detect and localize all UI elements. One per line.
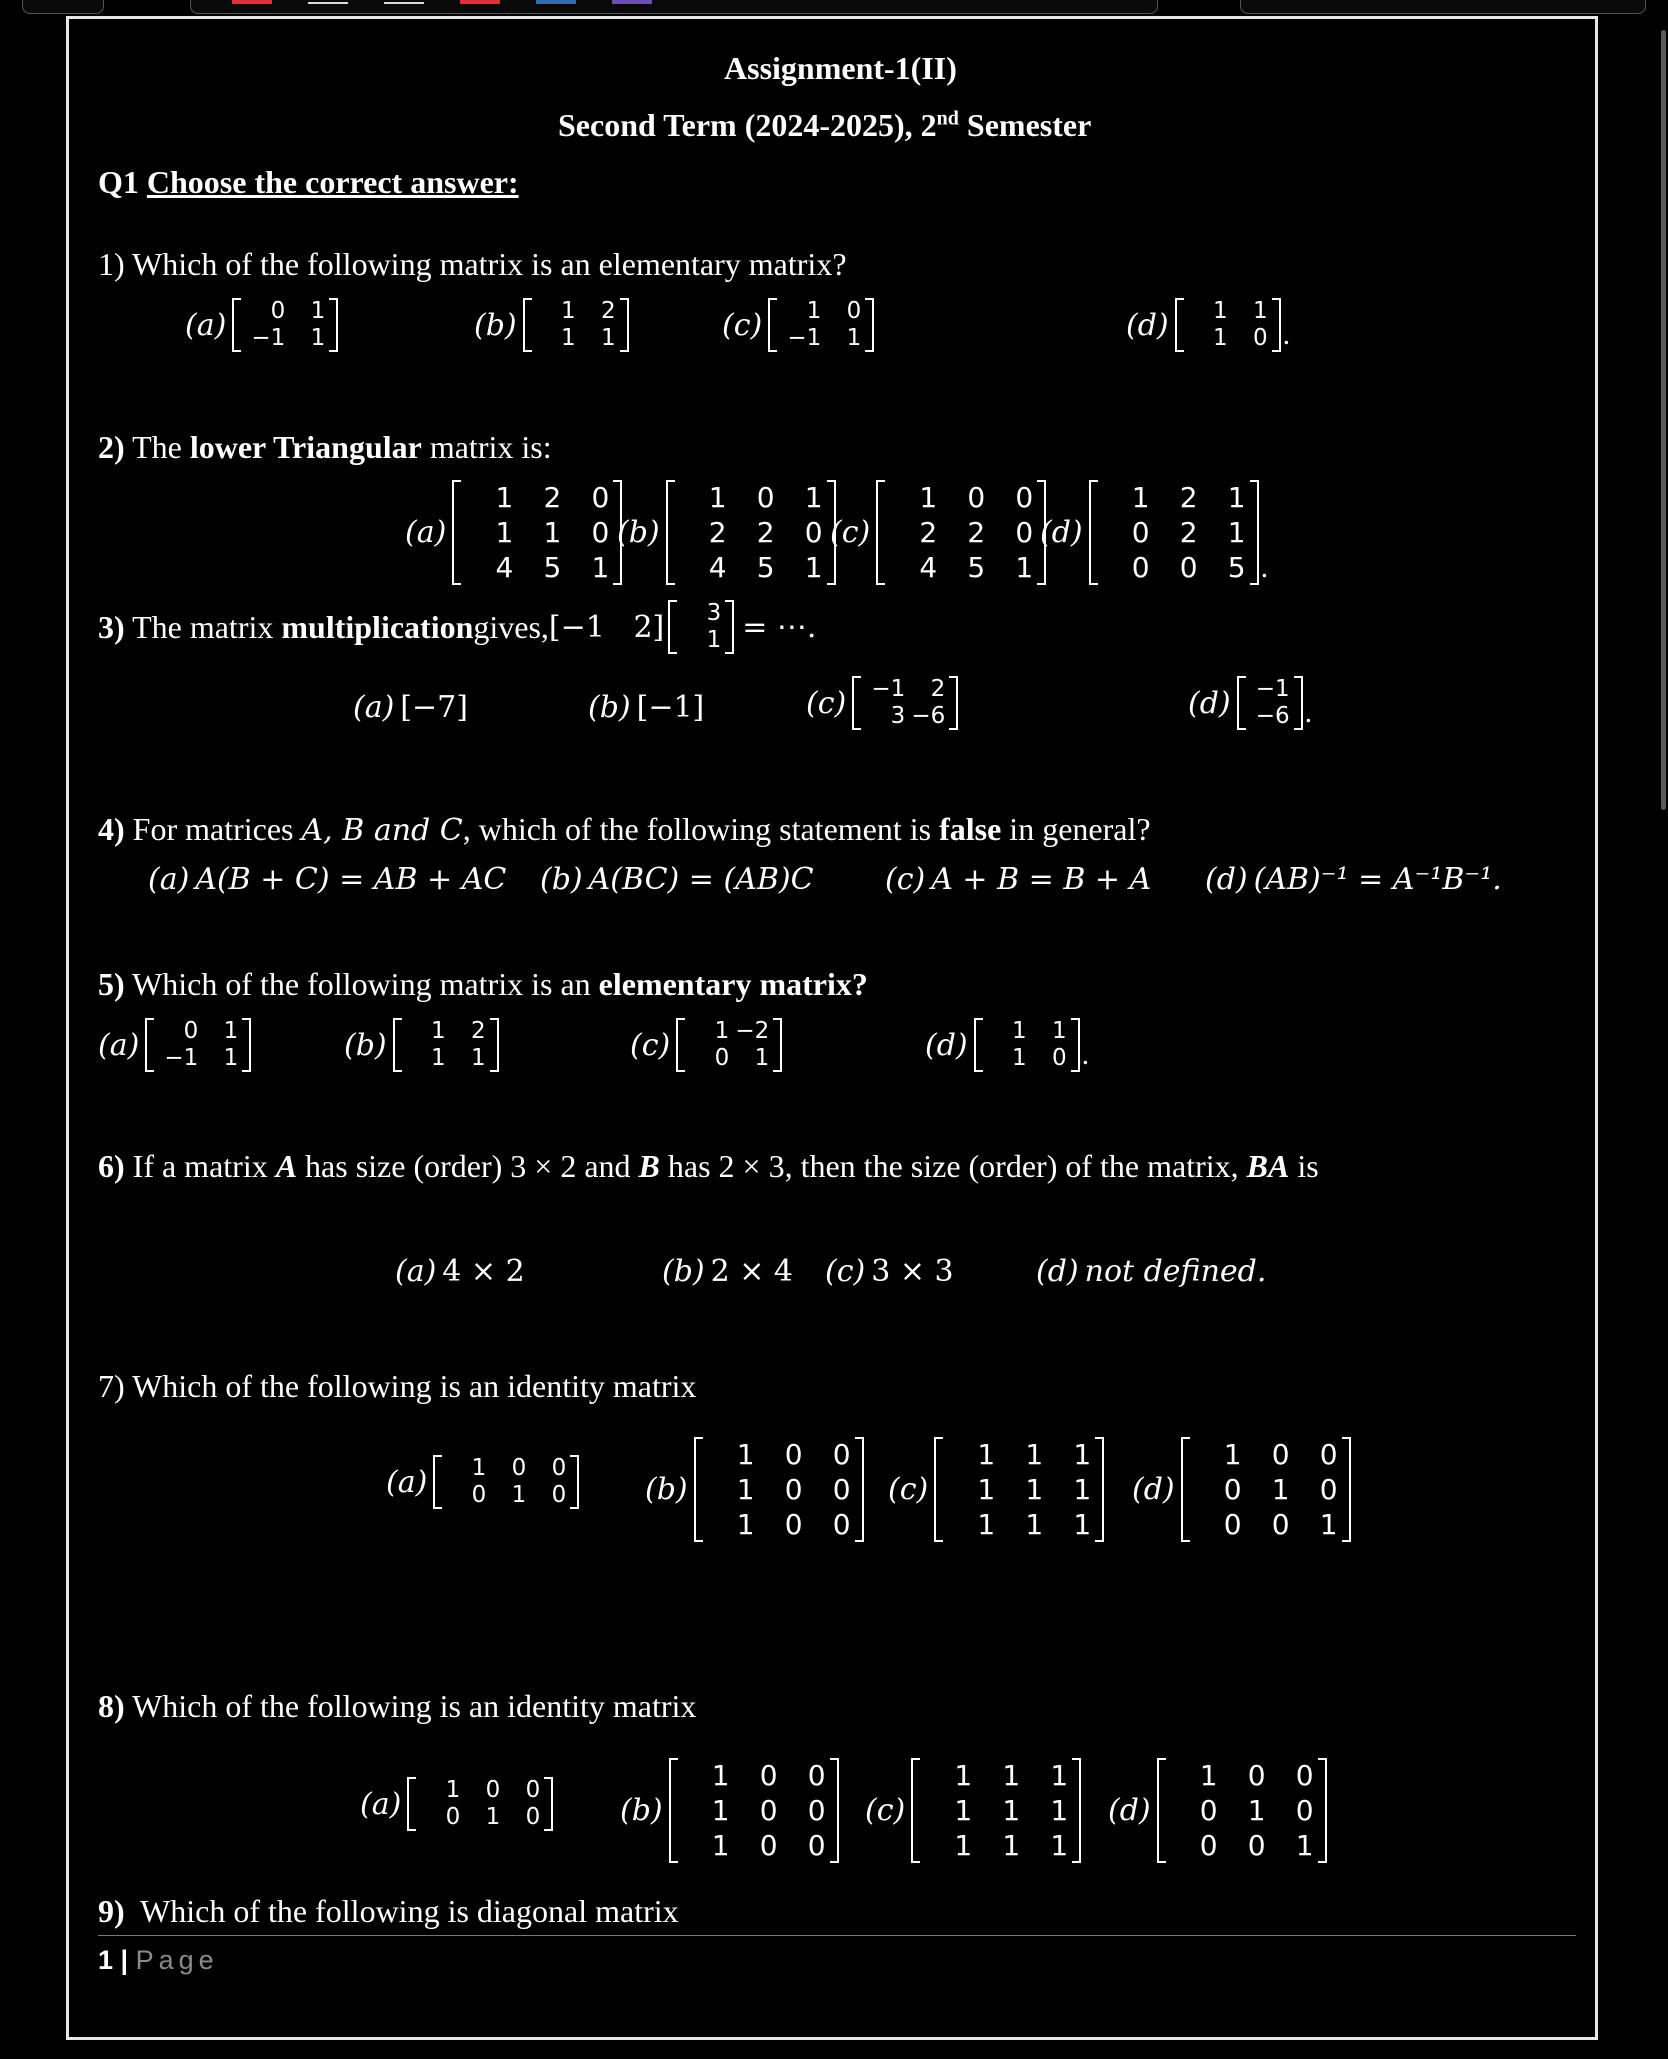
matrix-cell: 1 [1050, 1829, 1069, 1862]
option-label: (a) [386, 1464, 428, 1500]
matrix-cell: 0 [832, 1438, 851, 1471]
left-bracket [669, 1758, 678, 1863]
option-suffix: . [1304, 696, 1313, 729]
matrix [669, 1758, 839, 1863]
q3-option-a[interactable]: (a) [−7] [353, 690, 468, 725]
matrix-cell: 0 [759, 1759, 778, 1792]
left-bracket [1175, 298, 1184, 352]
right-bracket [1272, 298, 1281, 352]
q7-option-a[interactable] [386, 1455, 579, 1509]
matrix [666, 480, 836, 585]
matrix-cell: −1 [251, 325, 286, 351]
matrix-cell: −1 [787, 325, 822, 351]
matrix-cell: 2 [543, 481, 562, 514]
matrix-cell: 2 [919, 516, 938, 549]
matrix-cell: 1 [736, 1473, 755, 1506]
matrix-cell: 1 [1212, 298, 1228, 324]
left-bracket [911, 1758, 920, 1863]
matrix-cell: 1 [1011, 1045, 1027, 1071]
option-label: (d) [925, 1027, 968, 1063]
q5-option-d[interactable] [925, 1018, 1089, 1072]
matrix-cell: 0 [1131, 551, 1150, 584]
matrix-cell: 1 [919, 481, 938, 514]
matrix-cell: 0 [784, 1473, 803, 1506]
left-bracket [876, 480, 885, 585]
right-bracket [865, 298, 874, 352]
matrix-cell: 2 [1179, 481, 1198, 514]
option-label: (d) [1126, 307, 1169, 343]
matrix [876, 480, 1046, 585]
right-bracket [1294, 676, 1303, 730]
matrix-cell: −6 [911, 703, 946, 729]
q4-option-a[interactable]: (a) A(B + C) = AB + AC [148, 862, 507, 897]
matrix-cell: 1 [1212, 325, 1228, 351]
matrix-cell: 1 [560, 325, 576, 351]
top-toolbar [0, 0, 1668, 14]
matrix [974, 1018, 1080, 1072]
toolbar-left-frame[interactable] [22, 0, 104, 14]
matrix-cell: 1 [804, 481, 823, 514]
matrix-cell: 2 [470, 1018, 486, 1044]
option-label: (b) [344, 1027, 387, 1063]
left-bracket [1089, 480, 1098, 585]
option-label: (c) [722, 307, 763, 343]
right-bracket [830, 1758, 839, 1863]
matrix [934, 1437, 1104, 1542]
matrix-cell: −2 [735, 1018, 770, 1044]
right-bracket [242, 1018, 251, 1072]
matrix-cell: 1 [430, 1045, 446, 1071]
left-bracket [1157, 1758, 1166, 1863]
q1-option-c[interactable] [722, 298, 874, 352]
matrix-cell: 0 [1319, 1473, 1338, 1506]
right-bracket [490, 1018, 499, 1072]
matrix-cell: 1 [1247, 1794, 1266, 1827]
matrix-cell: 0 [1271, 1508, 1290, 1541]
option-label: (b) [645, 1472, 688, 1507]
option-label: (b) [617, 515, 660, 550]
matrix-cell: 1 [511, 1482, 527, 1508]
matrix [1237, 676, 1303, 730]
section-heading: Q1 Choose the correct answer: [98, 164, 519, 200]
matrix-cell: 0 [804, 516, 823, 549]
matrix-cell: 1 [954, 1829, 973, 1862]
question-6-text: 6) If a matrix A has size (order) 3 × 2 and B has 2 × 3, then the size (order) of the matrix, BA is [98, 1148, 1319, 1184]
matrix [393, 1018, 499, 1072]
matrix-cell: 0 [1015, 481, 1034, 514]
blue-tool-icon[interactable] [536, 0, 576, 4]
left-bracket [1181, 1437, 1190, 1542]
right-bracket [1071, 1018, 1080, 1072]
option-label: (d) [1040, 515, 1083, 550]
matrix-cell: 0 [714, 1045, 730, 1071]
matrix-cell: 1 [711, 1829, 730, 1862]
matrix [452, 480, 622, 585]
matrix-cell: 0 [525, 1804, 541, 1830]
matrix-cell: 1 [977, 1438, 996, 1471]
q3-option-d[interactable] [1188, 676, 1312, 730]
matrix [768, 298, 874, 352]
left-bracket [934, 1437, 943, 1542]
toolbar-right-frame[interactable] [1240, 0, 1646, 14]
matrix-cell: 1 [1227, 516, 1246, 549]
matrix [676, 1018, 782, 1072]
left-bracket [668, 600, 677, 654]
left-bracket [433, 1455, 442, 1509]
marker-tool-icon[interactable] [460, 0, 500, 4]
q2-option-a[interactable] [405, 480, 622, 585]
matrix-cell: 0 [183, 1018, 199, 1044]
matrix-cell: 0 [832, 1508, 851, 1541]
matrix-cell: 1 [470, 1045, 486, 1071]
question-5-text: 5) Which of the following matrix is an elementary matrix? [98, 966, 868, 1002]
matrix-cell: 3 [706, 600, 722, 626]
matrix-cell: 1 [591, 551, 610, 584]
matrix-cell: 1 [495, 481, 514, 514]
column-vector [668, 600, 734, 654]
left-bracket [1237, 676, 1246, 730]
matrix-cell: 0 [471, 1482, 487, 1508]
matrix-cell: 0 [1247, 1759, 1266, 1792]
question-9-text: 9) Which of the following is diagonal matrix [98, 1893, 679, 1929]
matrix-cell: 1 [1002, 1759, 1021, 1792]
matrix-cell: 1 [485, 1804, 501, 1830]
option-label: (d) [1188, 685, 1231, 721]
matrix-cell: 1 [1131, 481, 1150, 514]
matrix-cell: 2 [967, 516, 986, 549]
matrix [433, 1455, 579, 1509]
matrix-cell: 0 [1179, 551, 1198, 584]
matrix-cell: 0 [807, 1829, 826, 1862]
matrix-cell: 0 [759, 1794, 778, 1827]
right-bracket [855, 1437, 864, 1542]
matrix-cell: 0 [784, 1438, 803, 1471]
matrix-cell: 2 [1179, 516, 1198, 549]
option-label: (a) [360, 1786, 402, 1822]
question-4-text: 4) For matrices A, B and C, which of the following statement is false in general? [98, 811, 1151, 848]
left-bracket [452, 480, 461, 585]
page-footer: 1 | Page [98, 1945, 219, 1975]
matrix-cell: 1 [495, 516, 514, 549]
matrix-cell: 3 [890, 703, 906, 729]
left-bracket [523, 298, 532, 352]
matrix-cell: 1 [471, 1455, 487, 1481]
matrix-cell: 0 [967, 481, 986, 514]
q8-option-d[interactable] [1108, 1758, 1327, 1863]
footer-divider [98, 1935, 1576, 1936]
q6-option-a[interactable]: (a) 4 × 2 [395, 1254, 525, 1289]
matrix-cell: 1 [1073, 1508, 1092, 1541]
left-bracket [407, 1777, 416, 1831]
matrix [1175, 298, 1281, 352]
matrix-cell: 0 [1223, 1473, 1242, 1506]
matrix-cell: 0 [759, 1829, 778, 1862]
option-label: (c) [865, 1793, 906, 1828]
option-label: (d) [1132, 1472, 1175, 1507]
left-bracket [393, 1018, 402, 1072]
matrix-cell: 5 [543, 551, 562, 584]
matrix-cell: 0 [445, 1804, 461, 1830]
matrix-cell: 1 [1002, 1794, 1021, 1827]
right-bracket [725, 600, 734, 654]
option-label: (a) [185, 307, 227, 343]
option-label: (a) [98, 1027, 140, 1063]
matrix-cell: 0 [807, 1794, 826, 1827]
matrix-cell: 1 [1015, 551, 1034, 584]
matrix-cell: −6 [1255, 703, 1290, 729]
matrix-cell: 2 [600, 298, 616, 324]
matrix-cell: 1 [804, 551, 823, 584]
matrix-cell: 5 [967, 551, 986, 584]
q1-option-d[interactable] [1126, 298, 1290, 352]
right-bracket [329, 298, 338, 352]
matrix-cell: 1 [977, 1508, 996, 1541]
matrix-cell: 1 [1011, 1018, 1027, 1044]
scrollbar-thumb[interactable] [1661, 30, 1666, 810]
matrix-cell: 0 [1252, 325, 1268, 351]
question-3-text: 3) The matrix multiplication gives, [−1 2] 3 1 = ⋯. [98, 600, 817, 653]
right-bracket [949, 676, 958, 730]
matrix-cell: 0 [846, 298, 862, 324]
option-label: (c) [806, 685, 847, 721]
matrix-cell: 1 [1295, 1829, 1314, 1862]
q5-option-c[interactable] [630, 1018, 782, 1072]
q2-option-d[interactable] [1040, 480, 1268, 585]
purple-tool-icon[interactable] [612, 0, 652, 4]
matrix-cell: 1 [1050, 1794, 1069, 1827]
matrix-cell: 1 [1227, 481, 1246, 514]
matrix-cell: 1 [223, 1018, 239, 1044]
matrix-cell: 1 [1025, 1473, 1044, 1506]
q7-option-c[interactable] [888, 1437, 1104, 1542]
matrix-cell: 1 [1025, 1438, 1044, 1471]
q5-option-b[interactable] [344, 1018, 499, 1072]
option-suffix: . [1260, 551, 1269, 584]
option-label: (c) [630, 1027, 671, 1063]
matrix-cell: 1 [445, 1777, 461, 1803]
q1-option-b[interactable] [474, 298, 629, 352]
matrix-cell: 1 [977, 1473, 996, 1506]
matrix-cell: 0 [1199, 1829, 1218, 1862]
matrix-cell: 1 [543, 516, 562, 549]
red-tool-icon[interactable] [232, 0, 272, 4]
matrix-cell: 1 [736, 1438, 755, 1471]
matrix-cell: 1 [1271, 1473, 1290, 1506]
matrix [1157, 1758, 1327, 1863]
right-bracket [620, 298, 629, 352]
q6-option-d[interactable]: (d) not defined. [1036, 1254, 1267, 1289]
option-label: (d) [1108, 1793, 1151, 1828]
matrix-cell: 1 [1051, 1018, 1067, 1044]
right-bracket [1095, 1437, 1104, 1542]
matrix-cell: 0 [1295, 1759, 1314, 1792]
matrix-cell: 2 [708, 516, 727, 549]
matrix-cell: 1 [600, 325, 616, 351]
matrix-cell: 1 [1199, 1759, 1218, 1792]
option-label: (b) [474, 307, 517, 343]
option-suffix: . [1282, 318, 1291, 351]
matrix-cell: 1 [846, 325, 862, 351]
matrix-cell: 0 [756, 481, 775, 514]
option-label: (c) [830, 515, 871, 550]
matrix [911, 1758, 1081, 1863]
matrix-cell: 0 [1271, 1438, 1290, 1471]
left-bracket [145, 1018, 154, 1072]
q6-option-c[interactable]: (c) 3 × 3 [825, 1254, 954, 1289]
question-8-text: 8) Which of the following is an identity matrix [98, 1688, 697, 1724]
matrix [668, 600, 734, 654]
matrix-cell: 5 [1227, 551, 1246, 584]
option-suffix: . [1081, 1038, 1090, 1071]
left-bracket [768, 298, 777, 352]
q3-option-b[interactable]: (b) [−1] [588, 690, 705, 725]
left-bracket [232, 298, 241, 352]
matrix-cell: 2 [930, 676, 946, 702]
left-bracket [852, 676, 861, 730]
matrix-cell: 4 [495, 551, 514, 584]
matrix [407, 1777, 553, 1831]
question-7-text: 7) Which of the following is an identity matrix [98, 1368, 697, 1404]
q4-option-d[interactable]: (d) (AB)⁻¹ = A⁻¹B⁻¹. [1205, 862, 1502, 897]
left-bracket [676, 1018, 685, 1072]
matrix-cell: 2 [756, 516, 775, 549]
matrix-cell: 0 [551, 1455, 567, 1481]
matrix-cell: 1 [711, 1794, 730, 1827]
vertical-scrollbar[interactable] [1658, 0, 1668, 2059]
matrix-cell: 1 [223, 1045, 239, 1071]
matrix-cell: 0 [1295, 1794, 1314, 1827]
matrix [1181, 1437, 1351, 1542]
q7-option-d[interactable] [1132, 1437, 1351, 1542]
assignment-title: Assignment-1(II) [724, 50, 957, 86]
matrix-cell: 1 [706, 627, 722, 653]
matrix-cell: −1 [164, 1045, 199, 1071]
matrix-cell: 1 [736, 1508, 755, 1541]
matrix [1089, 480, 1259, 585]
option-label: (b) [620, 1793, 663, 1828]
matrix-cell: 0 [1223, 1508, 1242, 1541]
matrix-cell: −1 [871, 676, 906, 702]
matrix-cell: 0 [1051, 1045, 1067, 1071]
q4-option-b[interactable]: (b) A(BC) = (AB)C [540, 862, 814, 897]
right-bracket [1250, 480, 1259, 585]
left-bracket [694, 1437, 703, 1542]
matrix [523, 298, 629, 352]
right-bracket [773, 1018, 782, 1072]
matrix-cell: 1 [310, 325, 326, 351]
matrix-cell: 1 [1073, 1438, 1092, 1471]
matrix-cell: 0 [1015, 516, 1034, 549]
matrix-cell: 1 [754, 1045, 770, 1071]
q8-option-b[interactable] [620, 1758, 839, 1863]
matrix-cell: 0 [807, 1759, 826, 1792]
q3-option-c[interactable] [806, 676, 958, 730]
matrix-cell: 0 [270, 298, 286, 324]
left-bracket [666, 480, 675, 585]
option-label: (a) [405, 515, 447, 550]
matrix [232, 298, 338, 352]
right-bracket [570, 1455, 579, 1509]
question-2-text: 2) The lower Triangular matrix is: [98, 429, 552, 465]
q4-option-c[interactable]: (c) A + B = B + A [885, 862, 1152, 897]
matrix-cell: 0 [784, 1508, 803, 1541]
matrix [145, 1018, 251, 1072]
matrix-cell: 1 [1073, 1473, 1092, 1506]
matrix-cell: 0 [551, 1482, 567, 1508]
right-bracket [544, 1777, 553, 1831]
matrix-cell: 1 [806, 298, 822, 324]
q2-option-c[interactable] [830, 480, 1046, 585]
assignment-subtitle: Second Term (2024-2025), 2nd Semester [558, 107, 1092, 143]
matrix-cell: 1 [711, 1759, 730, 1792]
matrix [694, 1437, 864, 1542]
right-bracket [1342, 1437, 1351, 1542]
q5-option-a[interactable] [98, 1018, 251, 1072]
left-bracket [974, 1018, 983, 1072]
matrix-cell: 0 [1319, 1438, 1338, 1471]
matrix-cell: 0 [832, 1473, 851, 1506]
matrix-cell: 0 [525, 1777, 541, 1803]
right-bracket [1318, 1758, 1327, 1863]
matrix-cell: 1 [430, 1018, 446, 1044]
matrix-cell: 1 [1223, 1438, 1242, 1471]
q8-option-a[interactable] [360, 1777, 553, 1831]
option-label: (c) [888, 1472, 929, 1507]
pen-tool-icon[interactable] [308, 2, 348, 4]
matrix-cell: 1 [1050, 1759, 1069, 1792]
matrix-cell: 1 [310, 298, 326, 324]
matrix-cell: 4 [919, 551, 938, 584]
matrix-cell: 0 [591, 516, 610, 549]
matrix-cell: 4 [708, 551, 727, 584]
matrix-cell: 0 [1131, 516, 1150, 549]
matrix-cell: 1 [1319, 1508, 1338, 1541]
question-1-text: 1) Which of the following matrix is an elementary matrix? [98, 246, 847, 282]
matrix-cell: 1 [560, 298, 576, 324]
matrix-cell: 1 [954, 1794, 973, 1827]
q1-option-a[interactable] [185, 298, 338, 352]
matrix-cell: −1 [1255, 676, 1290, 702]
matrix-cell: 0 [1247, 1829, 1266, 1862]
matrix-cell: 1 [1025, 1508, 1044, 1541]
matrix-cell: 1 [708, 481, 727, 514]
matrix-cell: 0 [1199, 1794, 1218, 1827]
q7-option-b[interactable] [645, 1437, 864, 1542]
matrix-cell: 0 [485, 1777, 501, 1803]
matrix [852, 676, 958, 730]
q2-option-b[interactable] [617, 480, 836, 585]
q6-option-b[interactable]: (b) 2 × 4 [662, 1254, 794, 1289]
matrix-cell: 5 [756, 551, 775, 584]
matrix-cell: 1 [1252, 298, 1268, 324]
right-bracket [1072, 1758, 1081, 1863]
matrix-cell: 1 [954, 1759, 973, 1792]
matrix-cell: 0 [511, 1455, 527, 1481]
q8-option-c[interactable] [865, 1758, 1081, 1863]
matrix-cell: 1 [714, 1018, 730, 1044]
matrix-cell: 1 [1002, 1829, 1021, 1862]
line-tool-icon[interactable] [384, 2, 424, 4]
matrix-cell: 0 [591, 481, 610, 514]
